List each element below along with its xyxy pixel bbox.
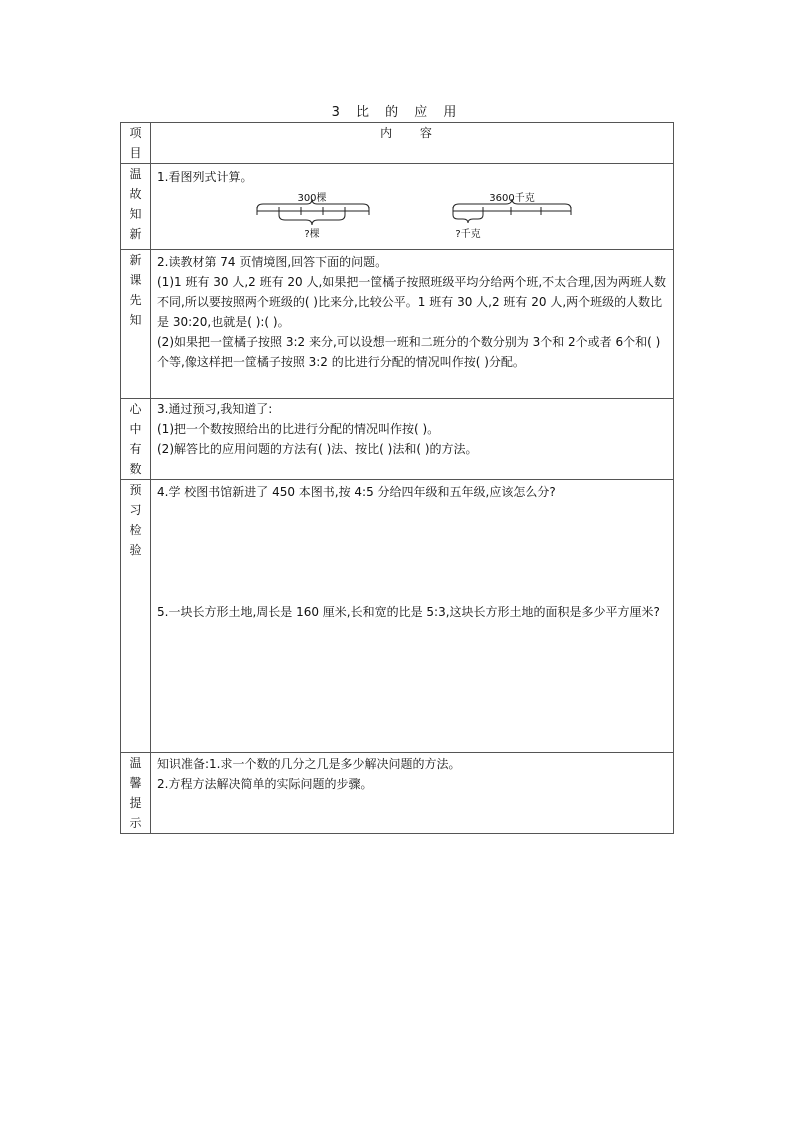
question-2: 2.读教材第 74 页情境图,回答下面的问题。 [157, 255, 388, 269]
question-2-part-2: (2)如果把一筐橘子按照 3:2 来分,可以设想一班和二班分的个数分别为 3个和 2个或者 6个和( )个等,像这样把一筐橘子按照 3:2 的比进行分配的情况叫作按( )分配。 [157, 335, 661, 369]
preview-label: 新课先知 [121, 250, 151, 399]
review-row [121, 164, 674, 250]
header-content-label: 内 容 [151, 123, 674, 164]
header-row [121, 123, 674, 164]
question-2-part-1: (1)1 班有 30 人,2 班有 20 人,如果把一筐橘子按照班级平均分给两个班,不太合理,因为两班人数不同,所以要按照两个班级的( )比来分,比较公平。1 班有 30 人,2 班有 20 人,两个班级的人数比是 30:20,也就是( ):( )。 [157, 275, 666, 329]
diagram1-total-label: 300棵 [297, 193, 327, 204]
header-item-label: 项目 [121, 123, 151, 164]
page-title: 3 比 的 应 用 [331, 105, 463, 120]
check-label: 预习检验 [121, 480, 151, 753]
tip-2: 2.方程方法解决简单的实际问题的步骤。 [157, 777, 373, 791]
learned-content [151, 399, 674, 480]
review-content [151, 164, 674, 250]
diagram2-bottom-brace [453, 215, 483, 223]
preview-content [151, 250, 674, 399]
question-5: 5.一块长方形土地,周长是 160 厘米,长和宽的比是 5:3,这块长方形土地的面积是多少平方厘米? [157, 605, 660, 619]
tips-content [151, 753, 674, 834]
question-3-part-1: (1)把一个数按照给出的比进行分配的情况叫作按( )。 [157, 422, 440, 436]
preview-row [121, 250, 674, 399]
question-3: 3.通过预习,我知道了: [157, 402, 273, 416]
answer-space-4 [157, 502, 667, 602]
question-3-part-2: (2)解答比的应用问题的方法有( )法、按比( )法和( )的方法。 [157, 442, 478, 456]
learned-label: 心中有数 [121, 399, 151, 480]
diagram2-top-brace [453, 199, 571, 209]
question-4: 4.学 校图书馆新进了 450 本图书,按 4:5 分给四年级和五年级,应该怎么分? [157, 485, 556, 499]
tips-row [121, 753, 674, 834]
check-row [121, 480, 674, 753]
tip-1: 知识准备:1.求一个数的几分之几是多少解决问题的方法。 [157, 757, 461, 771]
check-content [151, 480, 674, 753]
bracket-diagrams [157, 187, 697, 243]
tips-label: 温馨提示 [121, 753, 151, 834]
diagram2-total-label: 3600千克 [489, 193, 535, 204]
answer-space-5 [157, 622, 667, 718]
learned-row [121, 399, 674, 480]
review-label: 温故知新 [121, 164, 151, 250]
question-1: 1.看图列式计算。 [157, 170, 253, 184]
worksheet-table [120, 122, 674, 834]
diagram1-bottom-brace [279, 215, 345, 225]
diagram2-part-label: ?千克 [455, 229, 481, 240]
diagram1-part-label: ?棵 [304, 229, 320, 240]
